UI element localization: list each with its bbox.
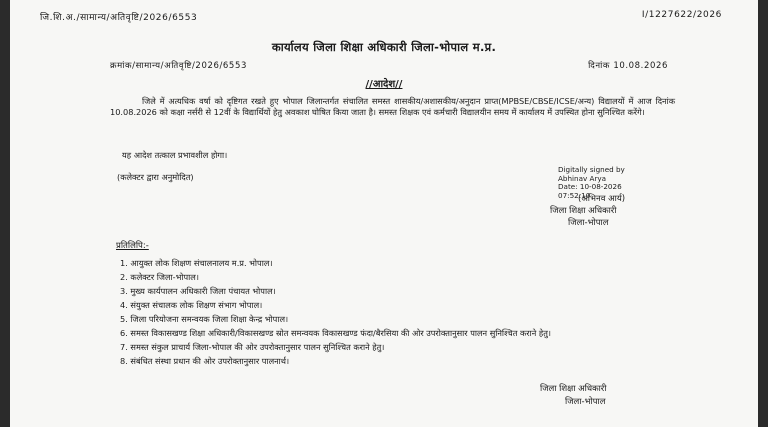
cc-list-item: 6. समस्त विकासखण्ड शिक्षा अधिकारी/विकासखण्ड स्रोत समन्वयक विकासखण्ड फंदा/बैरसिया की ओर उपरोक्तानुसार पालन सुनिश्चित कराने हेतु। <box>120 328 551 338</box>
cc-list-item: 7. समस्त संकुल प्राचार्य जिला-भोपाल की ओर उपरोक्तानुसार पालन सुनिश्चित कराने हेतु। <box>120 342 385 352</box>
order-document-page <box>10 0 758 427</box>
cc-list <box>120 256 680 368</box>
order-heading: //आदेश// <box>365 79 403 90</box>
cc-list-item: 8. संबंधित संस्था प्रधान की ओर उपरोक्तानुसार पालनार्थ। <box>120 356 290 366</box>
cc-list-item: 5. जिला परियोजना समन्वयक जिला शिक्षा केन्द्र भोपाल। <box>120 314 289 324</box>
header-document-id: I/1227622/2026 <box>641 10 722 20</box>
office-title: कार्यालय जिला शिक्षा अधिकारी जिला-भोपाल म.प्र. <box>271 40 497 54</box>
order-body-paragraph: जिले में अत्यधिक वर्षा को दृष्टिगत रखते हुए भोपाल जिलान्तर्गत संचालित समस्त शासकीय/अशासकीय/अनुदान प्राप्त(MPBSE/CBSE/ICSE/अन्य) विद्यालयों में आज दिनांक 10.08.2026 को कक्षा नर्सरी से 12वीं के विद्यार्थियों हेतु अवकाश घोषित किया जाता है। समस्त शिक्षक एवं कर्मचारी विद्यालयीन समय में कार्यालय में उपस्थित होना सुनिश्चित करेंगे। <box>110 96 675 117</box>
header-file-code: जि.शि.अ./सामान्य/अतिवृष्टि/2026/6553 <box>40 13 198 23</box>
footer-district: जिला-भोपाल <box>565 397 606 407</box>
reference-number: क्रमांक/सामान्य/अतिवृष्टि/2026/6553 <box>110 61 247 71</box>
immediate-effect-line: यह आदेश तत्काल प्रभावशील होगा। <box>122 150 228 160</box>
cc-list-item: 4. संयुक्त संचालक लोक शिक्षण संभाग भोपाल। <box>120 300 263 310</box>
approved-by-line: (कलेक्टर द्वारा अनुमोदित) <box>117 172 194 182</box>
reference-date: दिनांक 10.08.2026 <box>588 61 668 71</box>
signatory-district: जिला-भोपाल <box>568 218 609 228</box>
signatory-designation: जिला शिक्षा अधिकारी <box>550 206 617 216</box>
signatory-name: (अभिनव आर्य) <box>578 194 626 204</box>
digital-signature-block: Digitally signed by Abhinav Arya Date: 10-08-2026 07:52:10 <box>558 165 625 200</box>
cc-heading: प्रतिलिपि:- <box>116 241 149 251</box>
cc-list-item: 2. कलेक्टर जिला-भोपाल। <box>120 272 199 282</box>
cc-list-item: 3. मुख्य कार्यपालन अधिकारी जिला पंचायत भोपाल। <box>120 286 276 296</box>
footer-designation: जिला शिक्षा अधिकारी <box>540 384 607 394</box>
cc-list-item: 1. आयुक्त लोक शिक्षण संचालनालय म.प्र. भोपाल। <box>120 258 273 268</box>
